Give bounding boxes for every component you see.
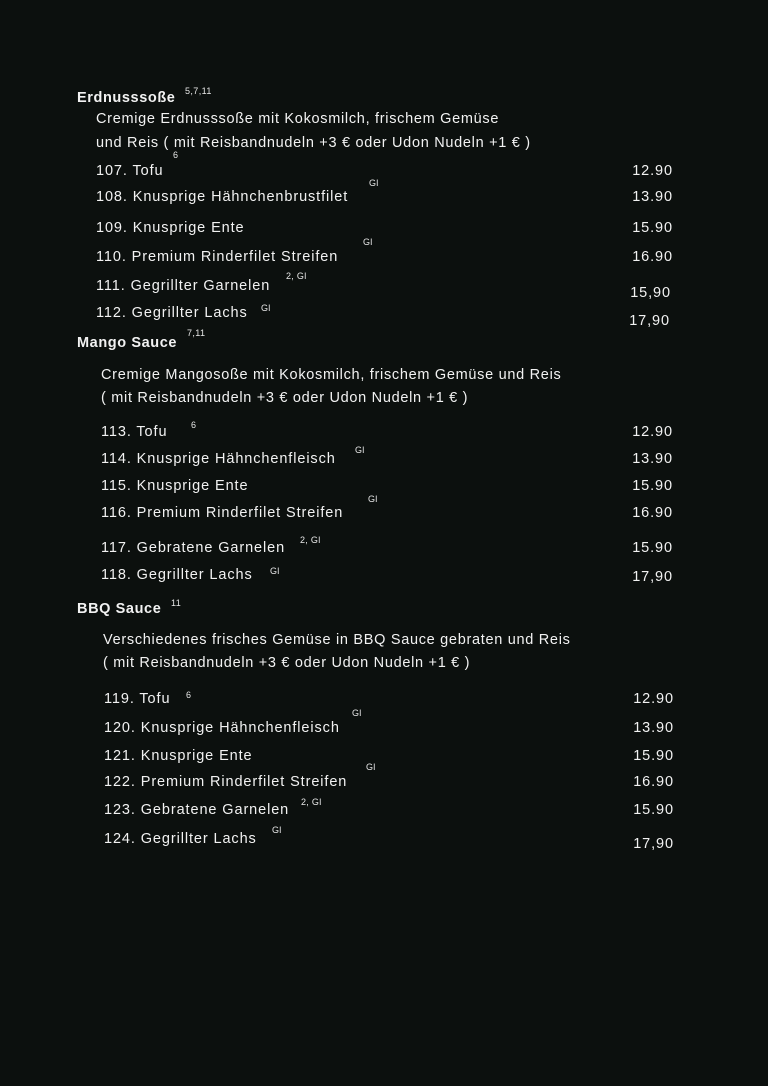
menu-item-name: 109. Knusprige Ente (96, 220, 245, 236)
section-description: Cremige Mangosoße mit Kokosmilch, frischem Gemüse und Reis (101, 367, 562, 383)
menu-item-allergens: Gl (368, 494, 378, 504)
menu-item-name: 124. Gegrillter Lachs (104, 831, 257, 847)
menu-item-allergens: Gl (369, 178, 379, 188)
menu-item-price: 13.90 (633, 720, 674, 736)
menu-item-price: 12.90 (632, 163, 673, 179)
menu-item-price: 17,90 (629, 313, 670, 329)
menu-item-price: 12.90 (633, 691, 674, 707)
section-description: ( mit Reisbandnudeln +3 € oder Udon Nudeln +1 € ) (101, 390, 469, 406)
menu-item-price: 16.90 (633, 774, 674, 790)
menu-item-allergens: Gl (366, 762, 376, 772)
menu-item-name: 114. Knusprige Hähnchenfleisch (101, 451, 336, 467)
menu-item-name: 119. Tofu (104, 691, 171, 707)
menu-item-price: 17,90 (633, 836, 674, 852)
menu-item-allergens: 2, Gl (286, 271, 307, 281)
menu-item-price: 15.90 (633, 802, 674, 818)
menu-item-price: 16.90 (632, 505, 673, 521)
menu-item-price: 15.90 (632, 220, 673, 236)
menu-item-allergens: Gl (352, 708, 362, 718)
section-description: Verschiedenes frisches Gemüse in BBQ Sauce gebraten und Reis (103, 632, 571, 648)
menu-item-price: 15.90 (632, 478, 673, 494)
section-description: Cremige Erdnusssoße mit Kokosmilch, frischem Gemüse (96, 111, 500, 127)
menu-item-name: 121. Knusprige Ente (104, 748, 253, 764)
section-title: Mango Sauce (77, 335, 178, 351)
menu-item-price: 15,90 (630, 285, 671, 301)
menu-item-price: 16.90 (632, 249, 673, 265)
menu-item-price: 15.90 (633, 748, 674, 764)
menu-item-allergens: Gl (355, 445, 365, 455)
section-description: und Reis ( mit Reisbandnudeln +3 € oder Udon Nudeln +1 € ) (96, 135, 531, 151)
menu-item-name: 123. Gebratene Garnelen (104, 802, 290, 818)
menu-item-name: 118. Gegrillter Lachs (101, 567, 253, 583)
menu-item-name: 120. Knusprige Hähnchenfleisch (104, 720, 340, 736)
menu-item-name: 117. Gebratene Garnelen (101, 540, 286, 556)
menu-item-allergens: 2, Gl (301, 797, 322, 807)
menu-item-allergens: Gl (363, 237, 373, 247)
section-title: BBQ Sauce (77, 601, 162, 617)
menu-item-name: 107. Tofu (96, 163, 164, 179)
menu-item-name: 122. Premium Rinderfilet Streifen (104, 774, 348, 790)
menu-item-allergens: Gl (261, 303, 271, 313)
menu-item-price: 13.90 (632, 189, 673, 205)
menu-item-name: 110. Premium Rinderfilet Streifen (96, 249, 339, 265)
menu-item-name: 116. Premium Rinderfilet Streifen (101, 505, 344, 521)
section-title: Erdnusssoße (77, 90, 176, 106)
section-title-allergens: 5,7,11 (185, 86, 212, 96)
menu-item-allergens: 6 (191, 420, 197, 430)
menu-item-price: 17,90 (632, 569, 673, 585)
menu-item-name: 108. Knusprige Hähnchenbrustfilet (96, 189, 349, 205)
menu-item-allergens: 6 (186, 690, 192, 700)
menu-item-name: 112. Gegrillter Lachs (96, 305, 248, 321)
section-title-allergens: 11 (171, 598, 182, 608)
menu-item-price: 12.90 (632, 424, 673, 440)
menu-item-price: 15.90 (632, 540, 673, 556)
section-title-allergens: 7,11 (187, 328, 206, 338)
menu-item-name: 113. Tofu (101, 424, 168, 440)
menu-item-allergens: Gl (270, 566, 280, 576)
menu-item-name: 115. Knusprige Ente (101, 478, 249, 494)
section-description: ( mit Reisbandnudeln +3 € oder Udon Nudeln +1 € ) (103, 655, 471, 671)
menu-item-name: 111. Gegrillter Garnelen (96, 278, 271, 294)
menu-item-allergens: 6 (173, 150, 179, 160)
menu-item-price: 13.90 (632, 451, 673, 467)
menu-item-allergens: 2, Gl (300, 535, 321, 545)
menu-item-allergens: Gl (272, 825, 282, 835)
